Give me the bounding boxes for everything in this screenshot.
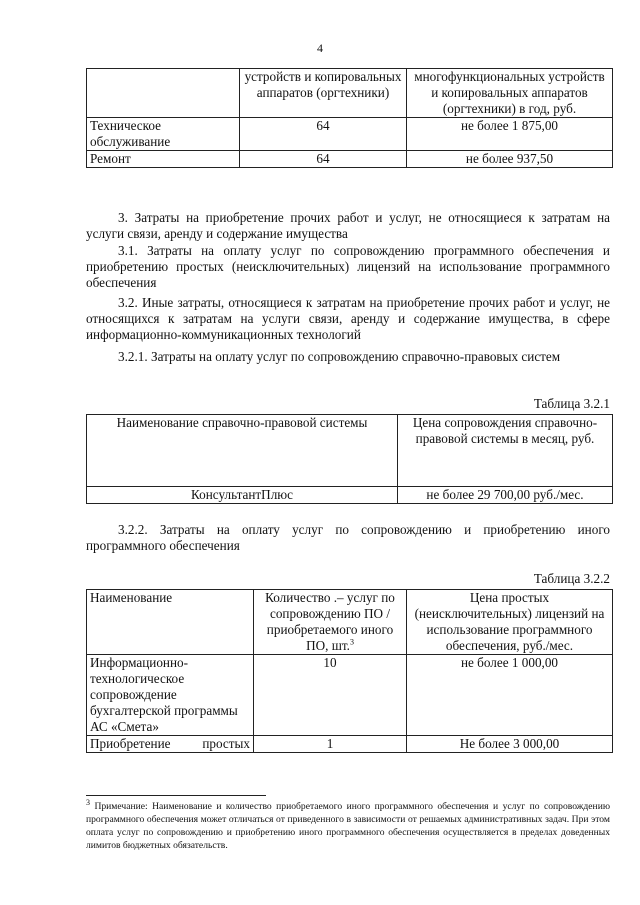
- table-caption-3-2-2: Таблица 3.2.2: [533, 571, 610, 586]
- table-row: [87, 736, 613, 753]
- header-cell: Наименование: [87, 590, 254, 655]
- paragraph-3-2: 3.2. Иные затраты, относящиеся к затратам на приобретение прочих работ и услуг, не относящихся к затратам на услуги связи, аренду и содержание имущества, в сфере информационно-коммуникационных технологий: [86, 295, 610, 342]
- table-caption-3-2-1: Таблица 3.2.1: [533, 396, 610, 411]
- header-text: Количество .– услуг по сопровождению ПО / приобретаемого иного ПО, шт.: [265, 590, 395, 653]
- row-name: Приобретение простых: [87, 736, 254, 753]
- header-cell: многофункциональных устройств и копировальных аппаратов (оргтехники) в год, руб.: [407, 69, 613, 118]
- table-header-continued: [87, 69, 613, 118]
- row-name: КонсультантПлюс: [87, 487, 398, 504]
- equipment-cost-table: [86, 68, 613, 168]
- header-cell: [87, 69, 240, 118]
- row-price: Не более 3 000,00: [407, 736, 613, 753]
- header-cell: Цена простых (неисключительных) лицензий на использование программного обеспечения, руб./мес.: [407, 590, 613, 655]
- row-price: не более 1 875,00: [407, 118, 613, 151]
- footnote-mark: 3: [86, 797, 90, 807]
- footnote-separator: [86, 795, 266, 796]
- row-quantity: 64: [240, 118, 407, 151]
- section-3-heading: 3. Затраты на приобретение прочих работ и услуг, не относящиеся к затратам на услуги связи, аренду и содержание имущества: [86, 210, 610, 241]
- row-name: Информационно-технологическое сопровождение бухгалтерской программы АС «Смета»: [87, 655, 254, 736]
- table-row: [87, 487, 613, 504]
- footnote: [86, 797, 610, 852]
- footnote-reference: 3: [349, 637, 354, 647]
- table-header: [87, 590, 613, 655]
- header-cell: [254, 590, 407, 655]
- row-price: не более 29 700,00 руб./мес.: [398, 487, 613, 504]
- row-quantity: 10: [254, 655, 407, 736]
- row-price: не более 937,50: [407, 151, 613, 168]
- table-row: [87, 151, 613, 168]
- software-table: [86, 589, 613, 753]
- header-cell: Наименование справочно-правовой системы: [87, 415, 398, 487]
- row-name: Техническое обслуживание: [87, 118, 240, 151]
- table-header: [87, 415, 613, 487]
- header-cell: Цена сопровождения справочно-правовой системы в месяц, руб.: [398, 415, 613, 487]
- row-quantity: 1: [254, 736, 407, 753]
- legal-system-table: [86, 414, 613, 504]
- paragraph-3-2-1: 3.2.1. Затраты на оплату услуг по сопровождению справочно-правовых систем: [118, 349, 561, 364]
- row-name: Ремонт: [87, 151, 240, 168]
- header-cell: устройств и копировальных аппаратов (оргтехники): [240, 69, 407, 118]
- paragraph-3-2-2: 3.2.2. Затраты на оплату услуг по сопровождению и приобретению иного программного обеспечения: [86, 522, 610, 553]
- page-number: 4: [317, 41, 323, 55]
- footnote-text: Примечание: Наименование и количество приобретаемого иного программного обеспечения и услуг по сопровождению программного обеспечения может отличаться от приведенного в зависимости от решаемых административных задач. При этом оплата услуг по сопровождению и приобретению иного программного обеспечения осуществляется в пределах доведенных лимитов бюджетных обязательств.: [86, 801, 610, 851]
- table-row: [87, 655, 613, 736]
- row-price: не более 1 000,00: [407, 655, 613, 736]
- paragraph-3-1: 3.1. Затраты на оплату услуг по сопровождению программного обеспечения и приобретению простых (неисключительных) лицензий на использование программного обеспечения: [86, 243, 610, 290]
- row-quantity: 64: [240, 151, 407, 168]
- table-row: [87, 118, 613, 151]
